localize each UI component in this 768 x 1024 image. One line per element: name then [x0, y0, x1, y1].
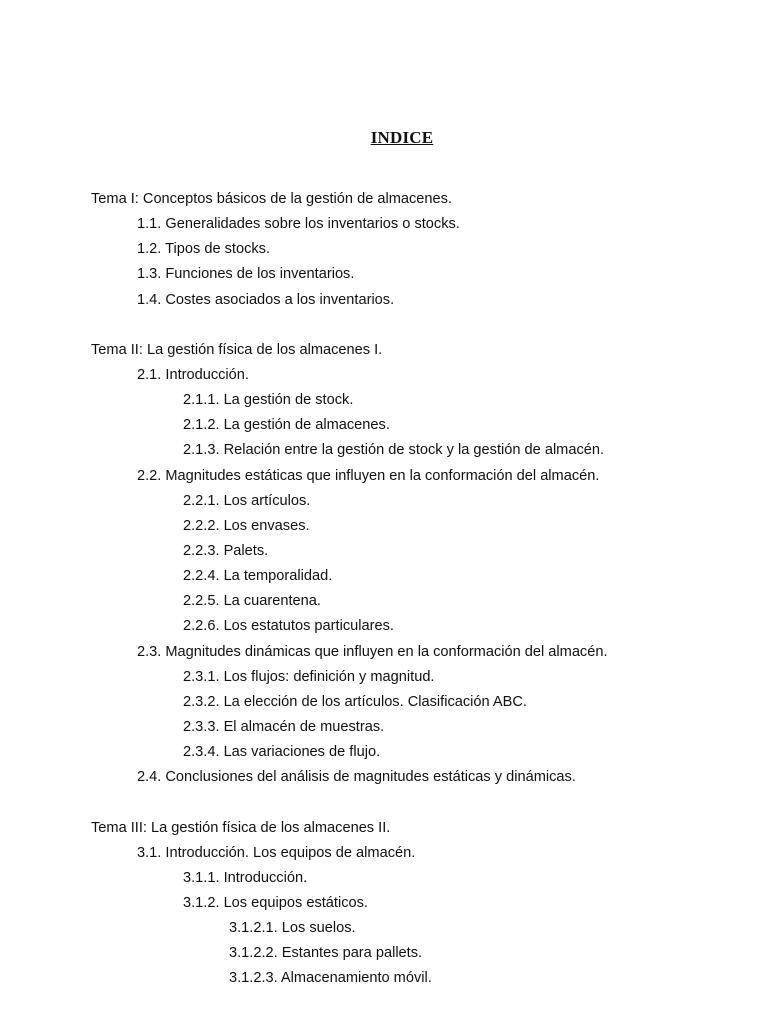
toc-item-2-1: 2.1. Introducción.	[137, 366, 249, 383]
toc-item-3-1-1: 3.1.1. Introducción.	[183, 869, 308, 886]
toc-item-2-1-2: 2.1.2. La gestión de almacenes.	[183, 417, 390, 434]
toc-item-2-1-1: 2.1.1. La gestión de stock.	[183, 392, 354, 409]
toc-item-3-1-2: 3.1.2. Los equipos estáticos.	[183, 894, 368, 911]
toc-item-3-1-2-1: 3.1.2.1. Los suelos.	[229, 920, 356, 937]
table-of-contents	[91, 187, 748, 992]
toc-item-1-3: 1.3. Funciones de los inventarios.	[137, 266, 355, 283]
toc-item-2-2-2: 2.2.2. Los envases.	[183, 517, 310, 534]
toc-item-2-3-3: 2.3.3. El almacén de muestras.	[183, 718, 385, 735]
section-gap	[91, 790, 748, 815]
toc-heading-tema-3: Tema III: La gestión física de los almacenes II.	[91, 819, 391, 836]
toc-item-1-1: 1.1. Generalidades sobre los inventarios o stocks.	[137, 216, 460, 233]
toc-item-1-4: 1.4. Costes asociados a los inventarios.	[137, 291, 395, 308]
toc-item-2-1-3: 2.1.3. Relación entre la gestión de stock y la gestión de almacén.	[183, 442, 605, 459]
toc-item-3-1-2-3: 3.1.2.3. Almacenamiento móvil.	[229, 970, 432, 987]
toc-item-2-3-2: 2.3.2. La elección de los artículos. Clasificación ABC.	[183, 693, 527, 710]
toc-item-2-3-4: 2.3.4. Las variaciones de flujo.	[183, 744, 381, 761]
toc-item-2-2-6: 2.2.6. Los estatutos particulares.	[183, 618, 394, 635]
toc-item-2-2-3: 2.2.3. Palets.	[183, 542, 269, 559]
toc-heading-tema-2: Tema II: La gestión física de los almacenes I.	[91, 341, 383, 358]
toc-item-1-2: 1.2. Tipos de stocks.	[137, 241, 271, 258]
toc-item-2-4: 2.4. Conclusiones del análisis de magnitudes estáticas y dinámicas.	[137, 769, 576, 786]
section-gap	[91, 313, 748, 338]
toc-item-2-2-5: 2.2.5. La cuarentena.	[183, 593, 321, 610]
page-title: INDICE	[370, 128, 434, 147]
toc-heading-tema-1: Tema I: Conceptos básicos de la gestión de almacenes.	[91, 191, 452, 207]
toc-item-3-1-2-2: 3.1.2.2. Estantes para pallets.	[229, 945, 423, 962]
toc-item-2-2: 2.2. Magnitudes estáticas que influyen en la conformación del almacén.	[137, 467, 600, 484]
toc-item-2-2-4: 2.2.4. La temporalidad.	[183, 568, 333, 585]
toc-item-2-2-1: 2.2.1. Los artículos.	[183, 492, 311, 509]
toc-item-3-1: 3.1. Introducción. Los equipos de almacén.	[137, 844, 416, 861]
toc-item-2-3: 2.3. Magnitudes dinámicas que influyen en la conformación del almacén.	[137, 643, 608, 660]
toc-item-2-3-1: 2.3.1. Los flujos: definición y magnitud.	[183, 668, 435, 685]
